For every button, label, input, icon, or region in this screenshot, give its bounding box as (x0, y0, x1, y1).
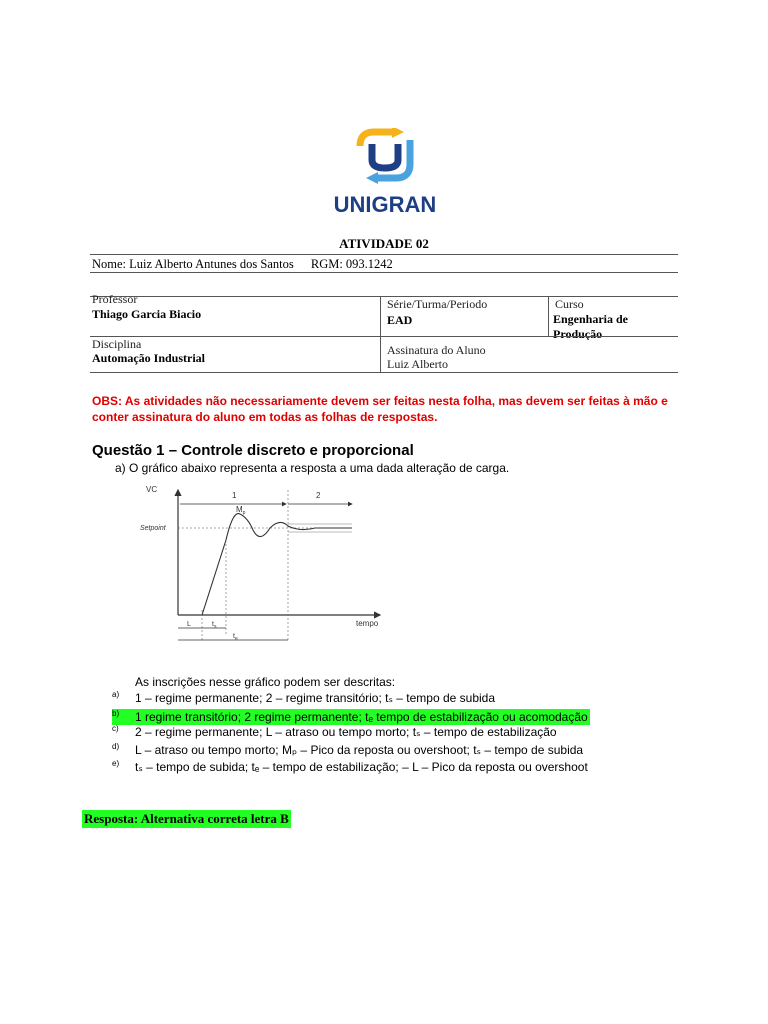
student-rgm: RGM: 093.1242 (310, 257, 393, 271)
divider (90, 336, 678, 337)
serie-label: Série/Turma/Periodo (387, 297, 488, 311)
option-text: 1 – regime permanente; 2 – regime transitório; tₛ – tempo de subida (135, 691, 496, 705)
disciplina-value: Automação Industrial (92, 351, 206, 365)
option-b (112, 709, 590, 725)
option-text: L – atraso ou tempo morto; Mₚ – Pico da reposta ou overshoot; tₛ – tempo de subida (135, 743, 584, 757)
options-intro: As inscrições nesse gráfico podem ser descritas: (135, 675, 396, 689)
answer-highlight: Resposta: Alternativa correta letra B (84, 811, 289, 826)
option-letter: c) (112, 724, 119, 733)
option-text: 2 – regime permanente; L – atraso ou tempo morto; tₛ – tempo de estabilização (135, 725, 557, 739)
question-item-a: a) O gráfico abaixo representa a resposta a uma dada alteração de carga. (115, 461, 510, 475)
assinatura-value: Luiz Alberto (387, 357, 448, 371)
setpoint-label: Setpoint (140, 525, 166, 532)
curso-label: Curso (555, 297, 584, 311)
peak-label: $M_p$ (236, 505, 246, 516)
option-a (112, 690, 495, 706)
divider (380, 336, 381, 372)
student-row (92, 257, 407, 272)
divider (380, 296, 381, 336)
delay-label: L (187, 621, 191, 628)
professor-value: Thiago Garcia Biacio (92, 307, 202, 321)
option-d (112, 742, 583, 758)
divider (90, 272, 678, 273)
region2-label: 2 (316, 491, 321, 500)
option-e (112, 759, 588, 775)
option-text: 1 regime transitório; 2 regime permanente; tₑ tempo de estabilização ou acomodação (135, 710, 588, 724)
divider (548, 296, 549, 336)
question-title: Questão 1 – Controle discreto e proporcional (92, 442, 414, 459)
response-curve (202, 514, 352, 615)
option-c (112, 724, 557, 740)
serie-value: EAD (387, 313, 413, 327)
student-name: Nome: Luiz Alberto Antunes dos Santos (92, 257, 294, 271)
svg-text:UNIGRAN: UNIGRAN (333, 192, 437, 217)
page-title: ATIVIDADE 02 (339, 236, 429, 251)
response-graph (140, 480, 390, 650)
obs-note: OBS: As atividades não necessariamente devem ser feitas nesta folha, mas devem ser feitas à mão e conter assinatura do aluno em todas as folhas de respostas. (92, 394, 668, 424)
option-letter: b) (112, 709, 120, 718)
curso-value: Engenharia de Produção (553, 312, 629, 340)
disciplina-label: Disciplina (92, 337, 142, 351)
option-letter: a) (112, 690, 120, 699)
option-letter: e) (112, 759, 120, 768)
option-text: tₛ – tempo de subida; tₑ – tempo de estabilização; – L – Pico da reposta ou overshoot (135, 760, 588, 774)
divider (90, 372, 678, 373)
region1-label: 1 (232, 491, 237, 500)
y-axis-label: VC (146, 485, 158, 494)
settle-label: $t_e$ (233, 633, 238, 642)
divider (90, 296, 678, 297)
rise-label: $t_s$ (212, 621, 217, 630)
unigran-logo (330, 128, 440, 218)
divider (90, 254, 678, 255)
option-letter: d) (112, 742, 120, 751)
x-axis-label: tempo (356, 619, 379, 628)
professor-label: Professor (92, 292, 138, 306)
assinatura-label: Assinatura do Aluno (387, 343, 486, 357)
